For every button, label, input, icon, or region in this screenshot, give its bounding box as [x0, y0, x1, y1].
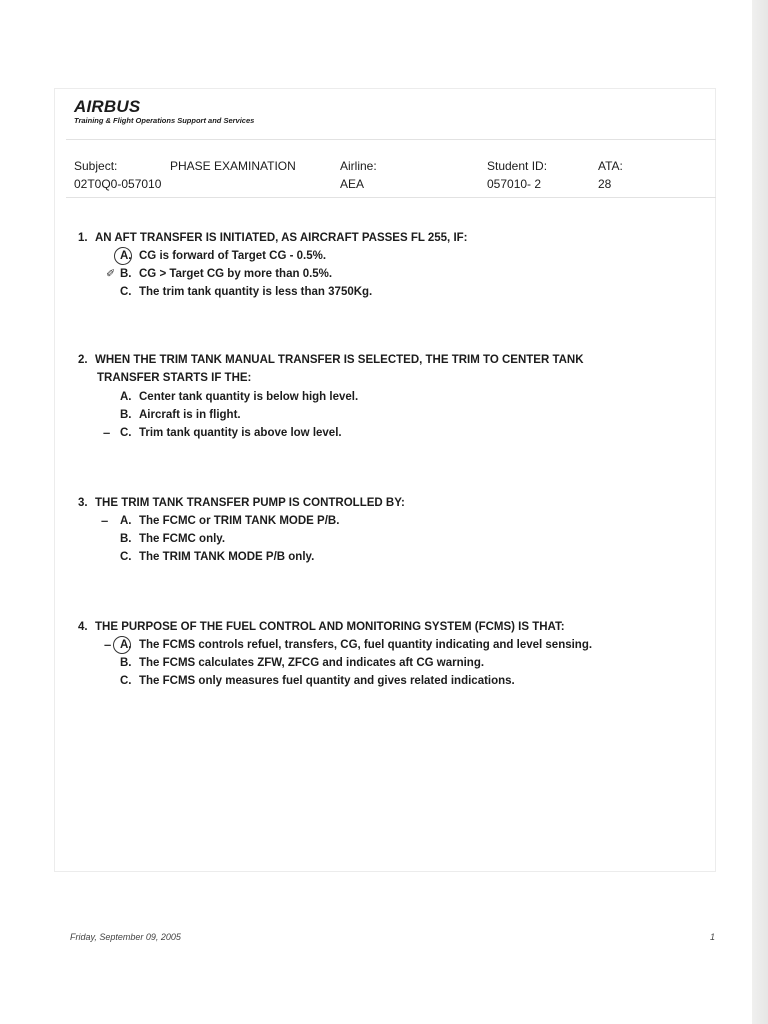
option-letter: C.: [120, 675, 132, 687]
option-letter: A.: [120, 391, 132, 403]
option-2c: [120, 424, 342, 442]
question-number: 2.: [78, 354, 88, 366]
option-letter: A.: [120, 639, 132, 651]
option-text: Trim tank quantity is above low level.: [139, 427, 342, 439]
subject-label: Subject:: [74, 159, 118, 173]
question-text: WHEN THE TRIM TANK MANUAL TRANSFER IS SELECTED, THE TRIM TO CENTER TANK: [95, 354, 584, 366]
brand-subtitle: Training & Flight Operations Support and Services: [74, 116, 255, 125]
page-frame: [54, 88, 716, 872]
student-id-label: Student ID:: [487, 159, 548, 173]
document-header: [74, 98, 254, 126]
option-text: Aircraft is in flight.: [139, 409, 241, 421]
option-4b: [120, 654, 484, 672]
option-letter: A.: [120, 250, 132, 262]
exam-code: 02T0Q0-057010: [74, 177, 162, 191]
pen-dash-mark: –: [104, 637, 112, 652]
option-letter: B.: [120, 409, 132, 421]
option-3a: [120, 512, 339, 530]
option-4c: [120, 672, 515, 690]
scan-edge-shadow: [752, 0, 768, 1024]
footer-date: Friday, September 09, 2005: [70, 932, 181, 942]
pen-check-mark: ✐: [106, 268, 116, 280]
ata-label: ATA:: [598, 159, 623, 173]
question-number: 1.: [78, 232, 88, 244]
option-text: The trim tank quantity is less than 3750Kg.: [139, 286, 373, 298]
option-4a: [120, 636, 592, 654]
option-text: The FCMC or TRIM TANK MODE P/B.: [139, 515, 340, 527]
option-text: The FCMC only.: [139, 533, 226, 545]
option-letter: B.: [120, 533, 132, 545]
question-text: AN AFT TRANSFER IS INITIATED, AS AIRCRAFT PASSES FL 255, IF:: [95, 232, 468, 244]
option-text: CG > Target CG by more than 0.5%.: [139, 268, 333, 280]
question-3: [78, 494, 405, 512]
question-1: [78, 229, 468, 247]
question-number: 3.: [78, 497, 88, 509]
option-letter: B.: [120, 657, 132, 669]
option-text: CG is forward of Target CG - 0.5%.: [139, 250, 327, 262]
option-1c: [120, 283, 372, 301]
option-text: The FCMS only measures fuel quantity and gives related indications.: [139, 675, 515, 687]
option-1a: [120, 247, 326, 265]
option-letter: A.: [120, 515, 132, 527]
option-letter: B.: [120, 268, 132, 280]
question-2: [78, 351, 584, 369]
airline-label: Airline:: [340, 159, 377, 173]
option-2b: [120, 406, 241, 424]
option-1b: [120, 265, 332, 283]
question-text-continued: TRANSFER STARTS IF THE:: [97, 372, 252, 384]
question-number: 4.: [78, 621, 88, 633]
question-4: [78, 618, 565, 636]
pen-dash-mark: –: [101, 513, 109, 528]
pen-dash-mark: –: [103, 425, 111, 440]
header-divider: [66, 139, 716, 140]
option-text: The TRIM TANK MODE P/B only.: [139, 551, 315, 563]
subject-value: PHASE EXAMINATION: [170, 159, 296, 173]
option-text: The FCMS controls refuel, transfers, CG, fuel quantity indicating and level sensing.: [139, 639, 593, 651]
info-divider: [66, 197, 716, 198]
option-letter: C.: [120, 427, 132, 439]
option-3c: [120, 548, 314, 566]
option-letter: C.: [120, 286, 132, 298]
brand-logo-text: AIRBUS: [74, 97, 141, 116]
ata-value: 28: [598, 177, 612, 191]
airline-value: AEA: [340, 177, 365, 191]
option-letter: C.: [120, 551, 132, 563]
option-2a: [120, 388, 358, 406]
student-id-value: 057010- 2: [487, 177, 542, 191]
question-text: THE PURPOSE OF THE FUEL CONTROL AND MONITORING SYSTEM (FCMS) IS THAT:: [95, 621, 565, 633]
question-2-continued: [78, 369, 251, 387]
option-text: Center tank quantity is below high level.: [139, 391, 359, 403]
option-text: The FCMS calculates ZFW, ZFCG and indicates aft CG warning.: [139, 657, 485, 669]
option-3b: [120, 530, 225, 548]
question-text: THE TRIM TANK TRANSFER PUMP IS CONTROLLED BY:: [95, 497, 405, 509]
page-number: 1: [710, 932, 716, 942]
